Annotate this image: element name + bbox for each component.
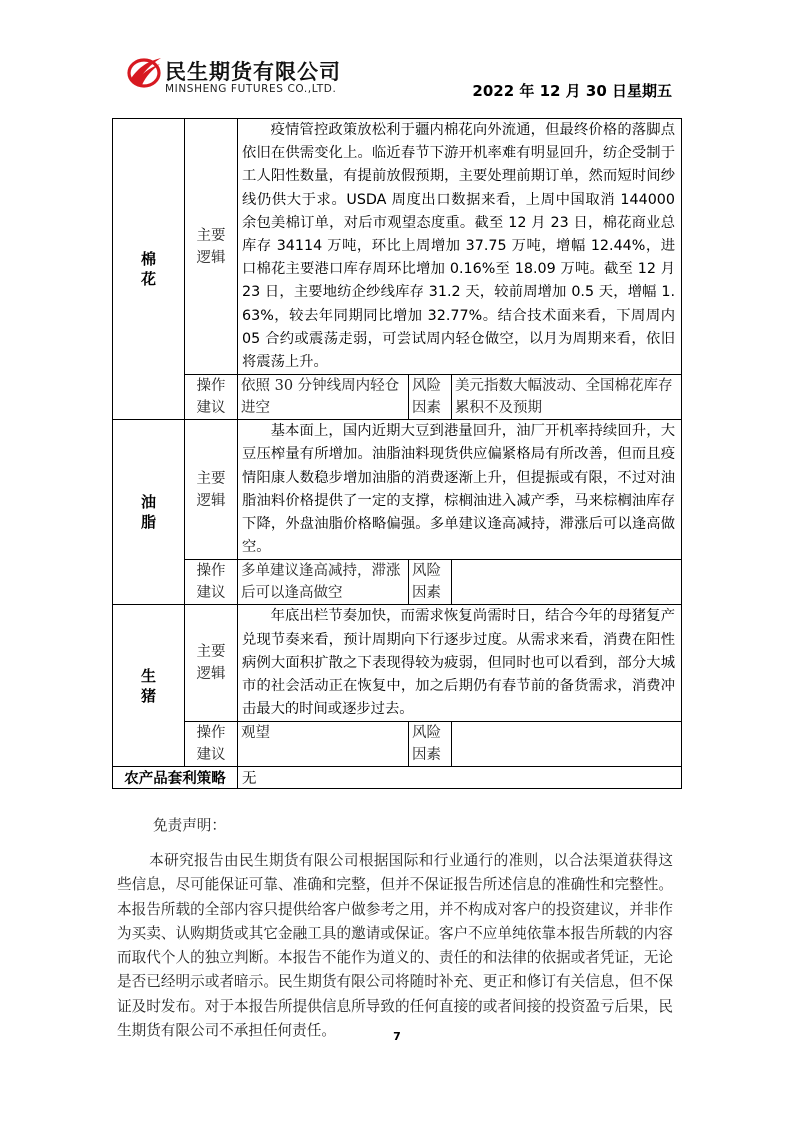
oils-logic-row (113, 420, 682, 560)
oils-operation-text: 多单建议逢高减持，滞涨后可以逢高做空 (238, 560, 409, 605)
hogs-operation-text: 观望 (238, 722, 409, 767)
company-logo (127, 52, 367, 102)
oils-risk-text (452, 560, 682, 605)
main-logic-label: 主要逻辑 (185, 119, 238, 375)
cotton-operation-row (113, 375, 682, 420)
risk-label: 风险因素 (409, 375, 452, 420)
swoosh-logo-icon (127, 52, 163, 92)
page-header (0, 0, 794, 120)
strategy-table (112, 118, 682, 789)
risk-label: 风险因素 (409, 560, 452, 605)
arbitrage-value: 无 (238, 767, 682, 789)
hogs-risk-text (452, 722, 682, 767)
category-oils: 油脂 (113, 420, 185, 605)
arbitrage-label: 农产品套利策略 (113, 767, 238, 789)
disclaimer-body: 本研究报告由民生期货有限公司根据国际和行业通行的准则，以合法渠道获得这些信息，尽可能保证可靠、准确和完整，但并不保证报告所述信息的准确性和完整性。本报告所载的全部内容只提供给客户做参考之用，并不构成对客户的投资建议，并非作为买卖、认购期货或其它金融工具的邀请或保证。客户不应单纯依靠本报告所载的内容而取代个人的独立判断。本报告不能作为道义的、责任的和法律的依据或者凭证，无论是否已经明示或者暗示。民生期货有限公司将随时补充、更正和修订有关信息，但不保证及时发布。对于本报告所提供信息所导致的任何直接的或者间接的投资盈亏后果，民生期货有限公司不承担任何责任。 (117, 852, 673, 1040)
disclaimer-title: 免责声明： (153, 817, 226, 834)
arbitrage-row (113, 767, 682, 789)
disclaimer-section (117, 815, 673, 1043)
page-number: 7 (393, 1030, 401, 1043)
company-name-en: MINSHENG FUTURES CO.,LTD. (165, 83, 337, 95)
main-logic-label: 主要逻辑 (185, 420, 238, 560)
hogs-operation-row (113, 722, 682, 767)
company-name-cn: 民生期货有限公司 (165, 60, 341, 84)
category-cotton: 棉花 (113, 119, 185, 420)
cotton-risk-text: 美元指数大幅波动、全国棉花库存累积不及预期 (452, 375, 682, 420)
operation-label: 操作建议 (185, 722, 238, 767)
report-date: 2022 年 12 月 30 日星期五 (472, 82, 672, 100)
risk-label: 风险因素 (409, 722, 452, 767)
operation-label: 操作建议 (185, 375, 238, 420)
hogs-logic-row (113, 605, 682, 722)
cotton-operation-text: 依照 30 分钟线周内轻仓进空 (238, 375, 409, 420)
cotton-logic-text: 疫情管控政策放松利于疆内棉花向外流通，但最终价格的落脚点依旧在供需变化上。临近春节下游开机率难有明显回升，纺企受制于工人阳性数量，有提前放假预期，主要处理前期订单，然而短时间纱线仍供大于求。USDA 周度出口数据来看，上周中国取消 144000 余包美棉订单，对后市观望态度重。截至 12 月 23 日，棉花商业总库存 34114 万吨，环比上周增加 37.75 万吨，增幅 12.44%，进口棉花主要港口库存周环比增加 0.16%至 18.09 万吨。截至 12 月 23 日，主要地纺企纱线库存 31.2 天，较前周增加 0.5 天，增幅 1.63%，较去年同期同比增加 32.77%。结合技术面来看，下周周内 05 合约或震荡走弱，可尝试周内轻仓做空，以月为周期来看，依旧将震荡上升。 (238, 119, 682, 375)
oils-operation-row (113, 560, 682, 605)
cotton-logic-row (113, 119, 682, 375)
hogs-logic-text: 年底出栏节奏加快，而需求恢复尚需时日，结合今年的母猪复产兑现节奏来看，预计周期向下行逐步过度。从需求来看，消费在阳性病例大面积扩散之下表现得较为疲弱，但同时也可以看到，部分大城市的社会活动正在恢复中，加之后期仍有春节前的备货需求，消费冲击最大的时间或逐步过去。 (238, 605, 682, 722)
category-hogs: 生猪 (113, 605, 185, 767)
operation-label: 操作建议 (185, 560, 238, 605)
oils-logic-text: 基本面上，国内近期大豆到港量回升，油厂开机率持续回升，大豆压榨量有所增加。油脂油料现货供应偏紧格局有所改善，但而且疫情阳康人数稳步增加油脂的消费逐渐上升，但提振或有限，不过对油脂油料价格提供了一定的支撑，棕榈油进入减产季，马来棕榈油库存下降，外盘油脂价格略偏强。多单建议逢高减持，滞涨后可以逢高做空。 (238, 420, 682, 560)
main-logic-label: 主要逻辑 (185, 605, 238, 722)
